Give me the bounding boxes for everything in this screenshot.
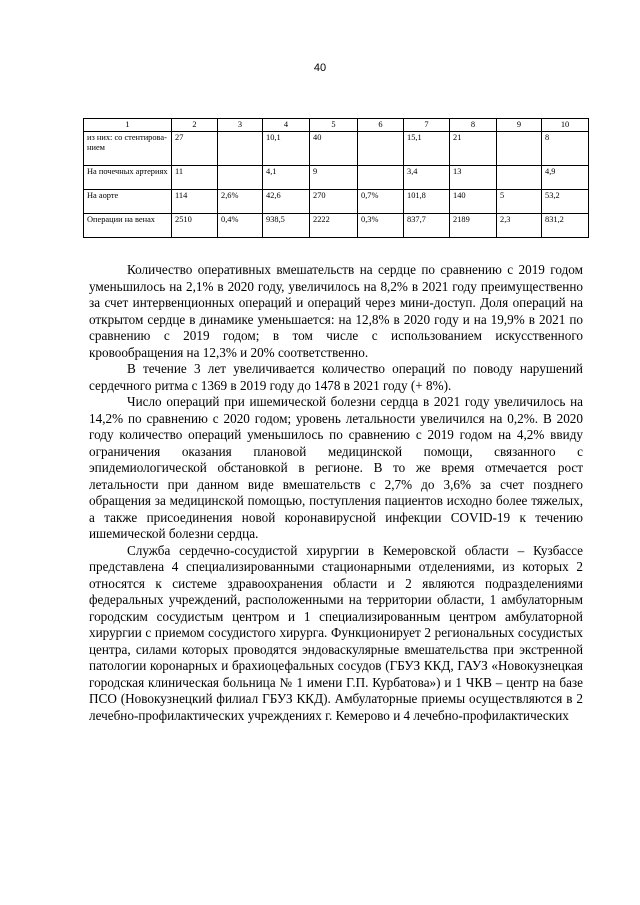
table-cell: 2,6% — [218, 190, 263, 214]
table-header-cell: 3 — [218, 119, 263, 132]
table-cell: 0,7% — [358, 190, 404, 214]
table-cell: 2189 — [450, 214, 497, 238]
table-cell — [358, 166, 404, 190]
table-row — [84, 166, 589, 190]
table-cell — [358, 132, 404, 166]
table-cell: 140 — [450, 190, 497, 214]
table-header-cell: 6 — [358, 119, 404, 132]
table-cell: 13 — [450, 166, 497, 190]
table-cell: 0,4% — [218, 214, 263, 238]
body-text — [89, 262, 583, 724]
table-cell: 2510 — [172, 214, 218, 238]
table-cell — [218, 132, 263, 166]
table-header-row — [84, 119, 589, 132]
table-cell: 270 — [310, 190, 358, 214]
table-cell: 5 — [497, 190, 542, 214]
table-cell: 4,9 — [542, 166, 589, 190]
paragraph-ischemic-heart-disease: Число операций при ишемической болезни сердца в 2021 году увеличилось на 14,2% по сравнению с 2020 годом; уровень летальности увеличился на 0,2%. В 2020 году количество операций уменьшилось по сравнению с 2019 годом на 4,2% ввиду ограничения оказания плановой медицинской помощи, связанного с эпидемиологической обстановкой в регионе. В то же время отмечается рост летальности при данном виде вмешательств с 2,7% до 3,6% за счет позднего обращения за медицинской помощью, поступления пациентов исходно более тяжелых, а также присоединения новой коронавирусной инфекции COVID-19 к течению ишемической болезни сердца. — [89, 394, 583, 541]
table-cell: 837,7 — [404, 214, 450, 238]
paragraph-vascular-surgery-service: Служба сердечно-сосудистой хирургии в Кемеровской области – Кузбассе представлена 4 специализированными стационарными отделениями, из которых 2 относятся к системе здравоохранения области и 2 являются подразделениями федеральных учреждений, расположенными на территории области, 1 амбулаторным городским сосудистым центром и 1 специализированным центром амбулаторной хирургии с приемом сосудистого хирурга. Функционирует 2 региональных сосудистых центра, силами которых проводятся эндоваскулярные вмешательства при экстренной патологии коронарных и брахиоцефальных сосудов (ГБУЗ ККД, ГАУЗ «Новокузнецкая городская клиническая больница № 1 имени Г.П. Курбатова») и 1 ЧКВ – центр на базе ПСО (Новокузнецкий филиал ГБУЗ ККД). Амбулаторные приемы осуществляются в 2 лечебно-профилактических учреждениях г. Кемерово и 4 лечебно-профилактических — [89, 542, 583, 723]
table-cell: 101,8 — [404, 190, 450, 214]
table-header-cell: 4 — [263, 119, 310, 132]
row-label: Операции на венах — [84, 214, 172, 238]
table-cell: 3,4 — [404, 166, 450, 190]
table-header-cell: 2 — [172, 119, 218, 132]
page-number: 40 — [313, 62, 327, 74]
table-row — [84, 190, 589, 214]
table-cell — [218, 166, 263, 190]
table-cell: 114 — [172, 190, 218, 214]
table-cell: 2222 — [310, 214, 358, 238]
table-header-cell: 8 — [450, 119, 497, 132]
table-cell: 27 — [172, 132, 218, 166]
paragraph-arrhythmia-operations: В течение 3 лет увеличивается количество операций по поводу нарушений сердечного ритма с 1369 в 2019 году до 1478 в 2021 году (+ 8%). — [89, 361, 583, 393]
table-cell: 10,1 — [263, 132, 310, 166]
table-cell: 2,3 — [497, 214, 542, 238]
table-cell — [497, 166, 542, 190]
row-label: На аорте — [84, 190, 172, 214]
row-label: из них: со стентирова-нием — [84, 132, 172, 166]
table-row — [84, 132, 589, 166]
table-cell: 42,6 — [263, 190, 310, 214]
table-cell — [497, 132, 542, 166]
table-header-cell: 10 — [542, 119, 589, 132]
table-cell: 0,3% — [358, 214, 404, 238]
table-cell: 53,2 — [542, 190, 589, 214]
table-cell: 938,5 — [263, 214, 310, 238]
table-cell: 11 — [172, 166, 218, 190]
paragraph-heart-surgery-volume: Количество оперативных вмешательств на сердце по сравнению с 2019 годом уменьшилось на 2,1% в 2020 году, увеличилось на 8,2% в 2021 году преимущественно за счет интервенционных операций и операций через мини-доступ. Доля операций на открытом сердце в динамике уменьшается: на 12,8% в 2020 году и на 19,9% в 2021 по сравнению с 2019 годом; в том числе с использованием искусственного кровообращения на 12,3% и 20% соответственно. — [89, 262, 583, 360]
table-cell: 4,1 — [263, 166, 310, 190]
table-row — [84, 214, 589, 238]
table-cell: 831,2 — [542, 214, 589, 238]
row-label: На почечных артериях — [84, 166, 172, 190]
table-header-cell: 5 — [310, 119, 358, 132]
table-cell: 8 — [542, 132, 589, 166]
statistics-table — [83, 118, 589, 238]
table-cell: 15,1 — [404, 132, 450, 166]
table-header-cell: 1 — [84, 119, 172, 132]
table-cell: 9 — [310, 166, 358, 190]
table-cell: 40 — [310, 132, 358, 166]
table-cell: 21 — [450, 132, 497, 166]
table-header-cell: 9 — [497, 119, 542, 132]
table-header-cell: 7 — [404, 119, 450, 132]
